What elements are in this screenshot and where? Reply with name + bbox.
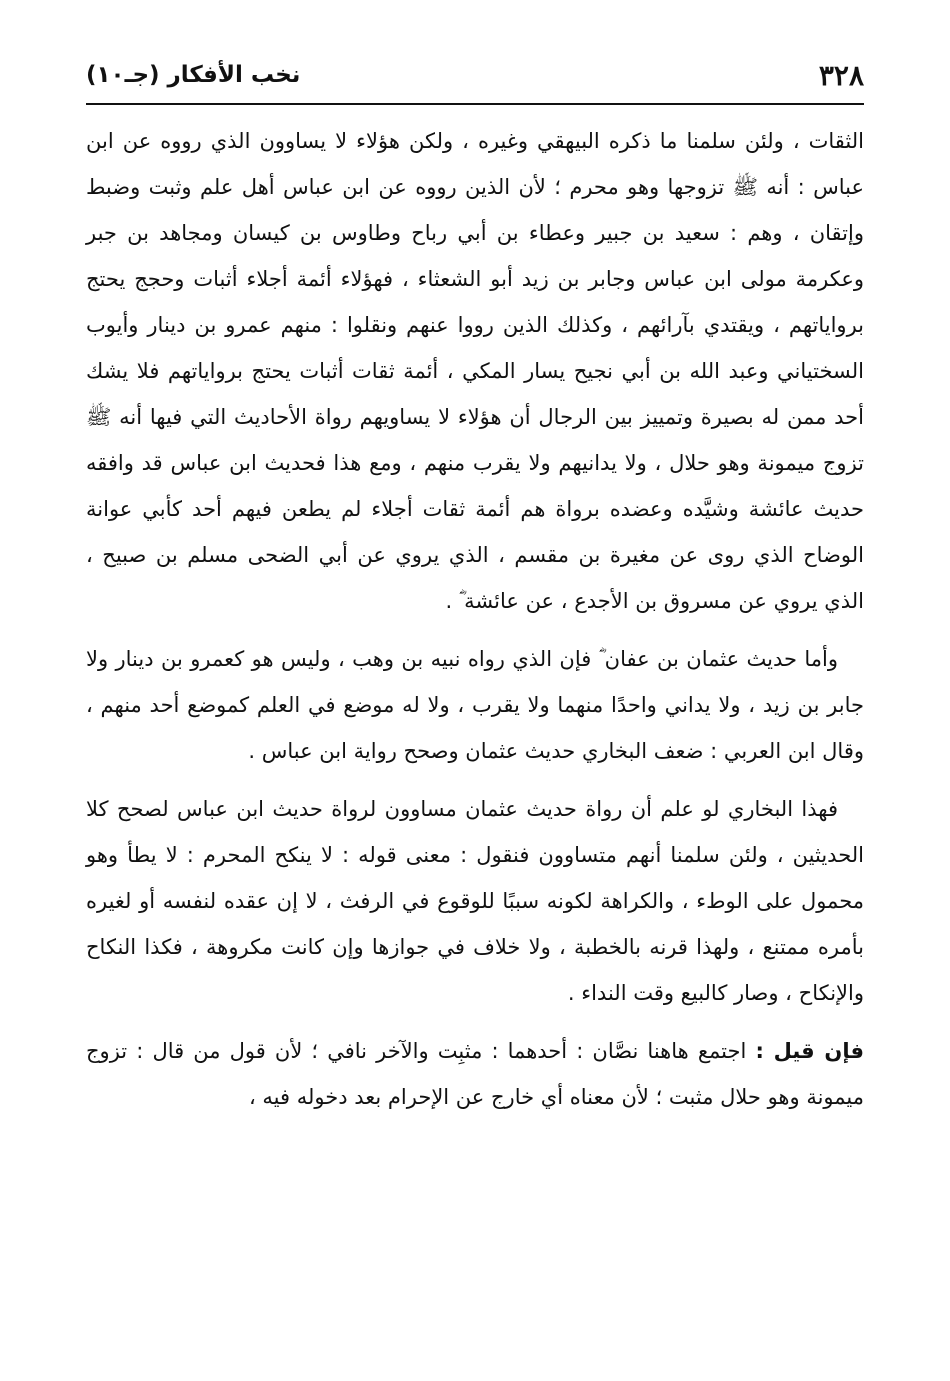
paragraph-text: الثقات ، ولئن سلمنا ما ذكره البيهقي وغيره ، ولكن هؤلاء لا يساوون الذي رووه عن ابن عباس : أنه ﷺ تزوجها وهو محرم ؛ لأن الذين رووه عن ابن عباس أهل علم وثبت وضبط وإتقان ، وهم : سعيد بن جبير وعطاء بن أبي رباح وطاوس بن كيسان ومجاهد بن جبر وعكرمة مولى ابن عباس وجابر بن زيد أبو الشعثاء ، فهؤلاء أئمة أجلاء أثبات وحجج يحتج برواياتهم ، ويقتدي بآرائهم ، وكذلك الذين رووا عنهم ونقلوا : منهم عمرو بن دينار وأيوب السختياني وعبد الله بن أبي نجيح يسار المكي ، أئمة ثقات أثبات يحتج برواياتهم فلا يشك أحد ممن له بصيرة وتمييز بين الرجال أن هؤلاء لا يساويهم رواة الأحاديث التي فيها أنه ﷺ تزوج ميمونة وهو حلال ، ولا يدانيهم ولا يقرب منهم ، ومع هذا فحديث ابن عباس قد وافقه حديث عائشة وشيَّده وعضده برواة هم أئمة ثقات أجلاء لم يطعن فيهم أحد كأبي عوانة الوضاح الذي روى عن مغيرة بن مقسم ، الذي يروي عن أبي الضحى مسلم بن صبيح ، الذي يروي عن مسروق بن الأجدع ، عن عائشة ؓ . [86,129,864,613]
paragraph-text: اجتمع هاهنا نصَّان : أحدهما : مثبِت والآخر نافي ؛ لأن قول من قال : تزوج ميمونة وهو حلال مثبت ؛ لأن معناه أي خارج عن الإحرام بعد دخوله فيه ، [86,1039,864,1109]
paragraph-4 [86,1028,864,1120]
page-header [86,52,864,98]
running-title: نخب الأفكار (جـ١٠) [86,62,301,88]
paragraph-3 [86,786,864,1016]
paragraph-2 [86,636,864,774]
page-number: ٣٢٨ [818,58,864,92]
header-divider [86,103,864,105]
paragraph-text: فهذا البخاري لو علم أن رواة حديث عثمان مساوون لرواة حديث ابن عباس لصحح كلا الحديثين ، ولئن سلمنا أنهم متساوون فنقول : معنى قوله : لا ينكح المحرم : لا يطأ وهو محمول على الوطء ، والكراهة لكونه سببًا للوقوع في الرفث ، لا إن عقده لنفسه أو لغيره بأمره ممتنع ، ولهذا قرنه بالخطبة ، ولا خلاف في جوازها وإن كانت مكروهة ، فكذا النكاح والإنكاح ، وصار كالبيع وقت النداء . [86,797,864,1005]
paragraph-1 [86,118,864,624]
main-text [86,118,864,1120]
paragraph-lead: فإن قيل : [755,1039,864,1063]
paragraph-text: وأما حديث عثمان بن عفان ؓ فإن الذي رواه نبيه بن وهب ، وليس هو كعمرو بن دينار ولا جابر بن زيد ، ولا يداني واحدًا منهما ولا يقرب ، ولا له موضع في العلم كموضع أحد منهم ، وقال ابن العربي : ضعف البخاري حديث عثمان وصحح رواية ابن عباس . [86,647,864,763]
